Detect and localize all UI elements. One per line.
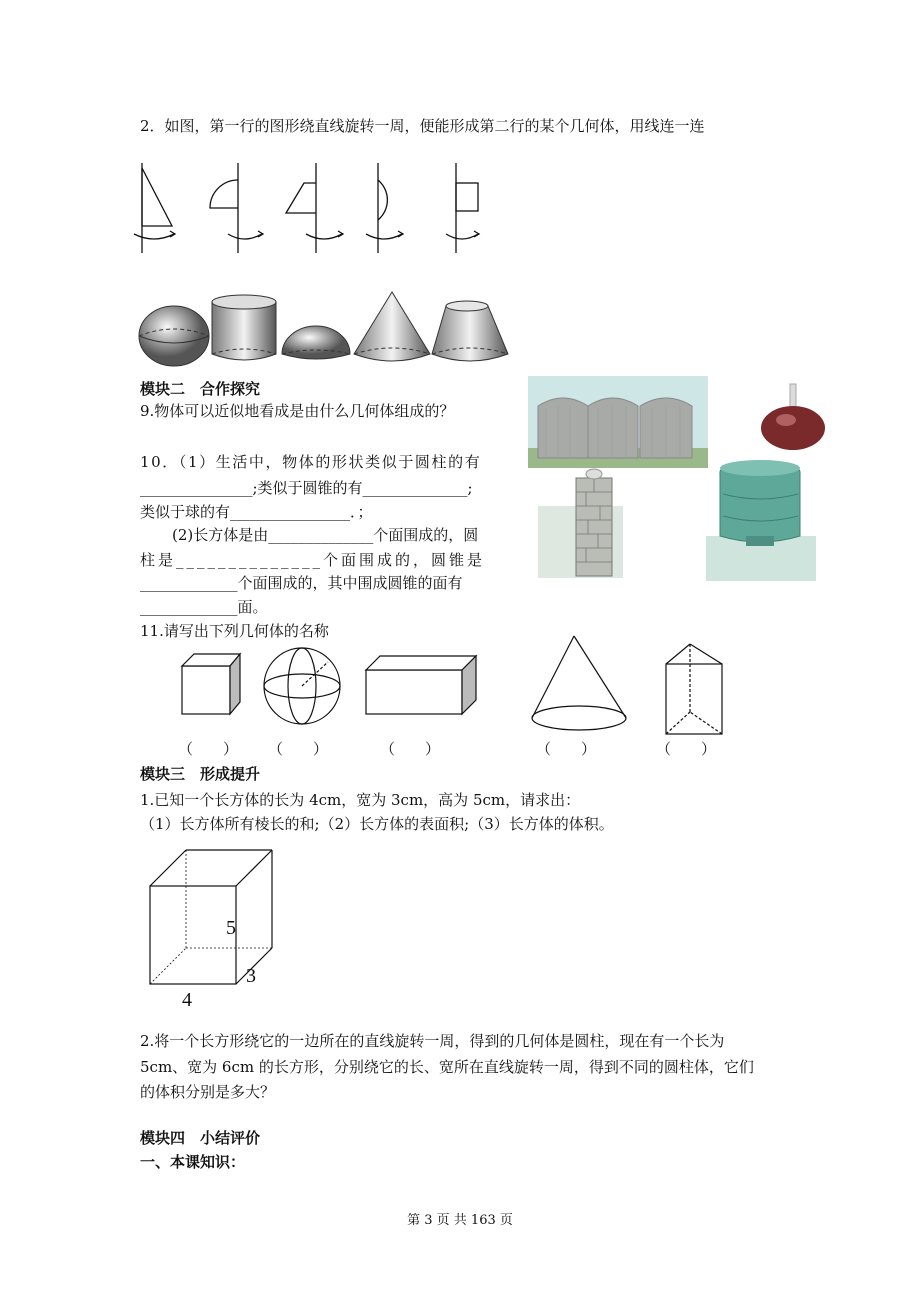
q11-solids [176, 636, 776, 736]
objects-photo [528, 376, 817, 581]
q10-line7: _____________面。 [140, 598, 268, 616]
label-length: 4 [182, 989, 192, 1011]
q11-blank-cuboid: （ ） [380, 740, 441, 758]
q10-line2: _______________;类似于圆锥的有______________; [140, 479, 473, 497]
q10-line4: (2)长方体是由______________个面围成的，圆 [172, 526, 479, 544]
label-width: 3 [246, 965, 256, 987]
cuboid-diagram [146, 846, 296, 1016]
m3-q1-line2: （1）长方体所有棱长的和;（2）长方体的表面积;（3）长方体的体积。 [140, 815, 614, 833]
label-height: 5 [226, 917, 236, 939]
q10-line5: 柱是______________个面围成的，圆锥是 [140, 551, 486, 569]
q10-line1: 10．（1）生活中，物体的形状类似于圆柱的有 [140, 453, 482, 471]
solid-figures [136, 292, 516, 372]
q11-text: 11.请写出下列几何体的名称 [140, 622, 329, 640]
m3-q1-line1: 1.已知一个长方体的长为 4cm，宽为 3cm，高为 5cm，请求出： [140, 791, 581, 809]
m3-q2-line2: 5cm、宽为 6cm 的长方形，分别绕它的长、宽所在直线旋转一周，得到不同的圆柱体，它们 [140, 1058, 754, 1076]
q11-blank-sphere: （ ） [268, 740, 329, 758]
rotation-figures [130, 158, 490, 258]
q10-line3: 类似于球的有________________．； [140, 503, 373, 521]
m3-q2-line3: 的体积分别是多大？ [140, 1083, 276, 1101]
module3-title: 模块三 形成提升 [140, 765, 261, 783]
module2-title: 模块二 合作探究 [140, 380, 261, 398]
module4-title: 模块四 小结评价 [140, 1129, 261, 1147]
q11-blank-cone: （ ） [536, 740, 597, 758]
page-footer: 第 3 页 共 163 页 [407, 1213, 513, 1228]
q11-blank-cube: （ ） [178, 740, 239, 758]
m3-q2-line1: 2.将一个长方形绕它的一边所在的直线旋转一周，得到的几何体是圆柱，现在有一个长为 [140, 1032, 725, 1050]
q11-blank-prism: （ ） [656, 740, 717, 758]
module4-sub: 一、本课知识： [140, 1153, 246, 1171]
q10-line6: _____________个面围成的，其中围成圆锥的面有 [140, 574, 463, 592]
q9-text: 9.物体可以近似地看成是由什么几何体组成的？ [140, 402, 455, 420]
q2-text: 2．如图，第一行的图形绕直线旋转一周，便能形成第二行的某个几何体，用线连一连 [140, 117, 705, 135]
